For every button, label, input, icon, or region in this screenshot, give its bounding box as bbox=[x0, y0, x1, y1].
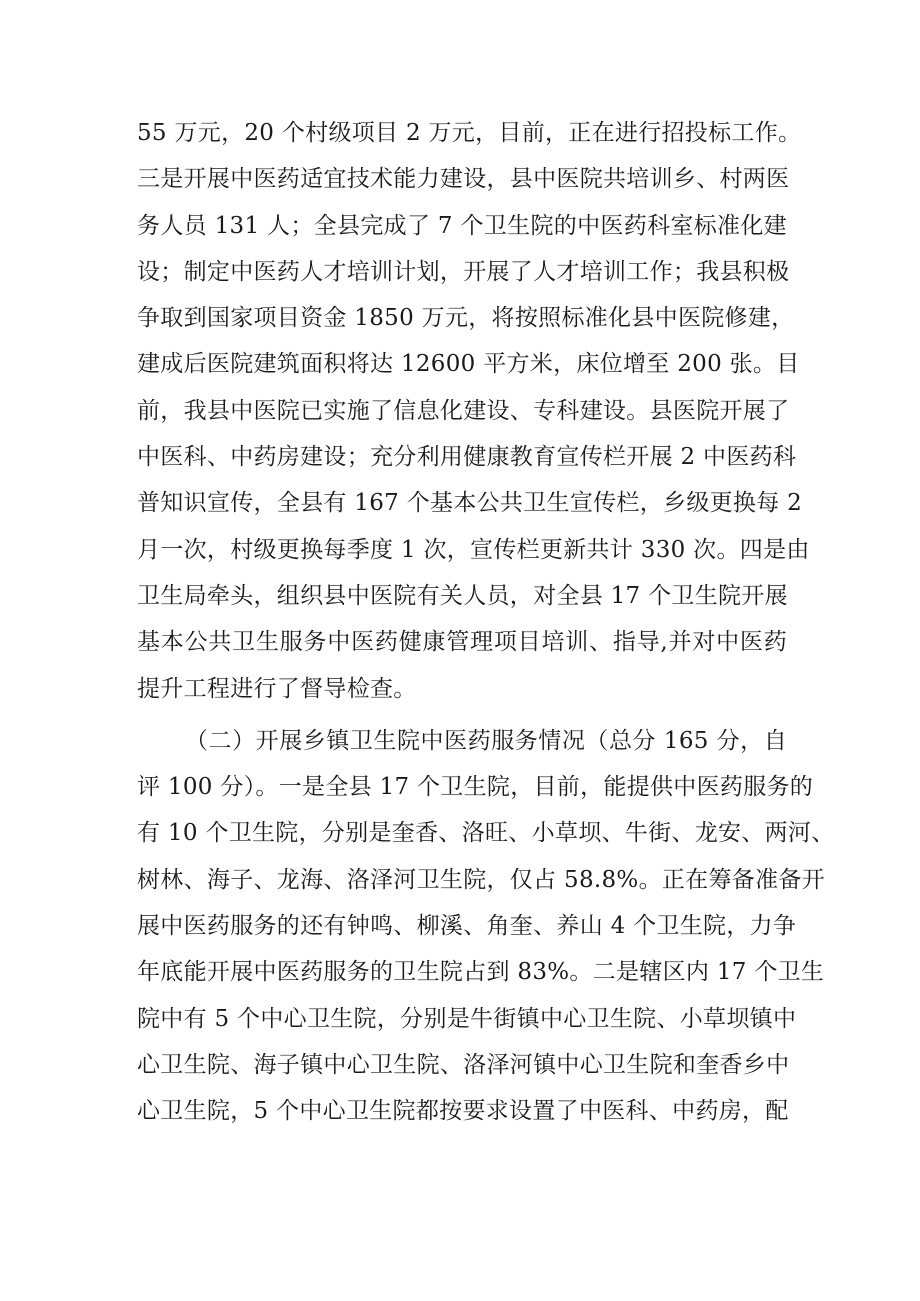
text-line: 卫生局牵头，组织县中医院有关人员，对全县 17 个卫生院开展 bbox=[137, 582, 788, 609]
text-line: 有 10 个卫生院，分别是奎香、洛旺、小草坝、牛街、龙安、两河、 bbox=[137, 820, 835, 847]
text-line: 树林、海子、龙海、洛泽河卫生院，仅占 58.8%。正在筹备准备开 bbox=[137, 866, 825, 893]
text-line: 三是开展中医药适宜技术能力建设，县中医院共培训乡、村两医 bbox=[137, 166, 790, 193]
text-line: 年底能开展中医药服务的卫生院占到 83%。二是辖区内 17 个卫生 bbox=[137, 959, 825, 986]
paragraph-2 bbox=[137, 718, 835, 1135]
text-line: 务人员 131 人；全县完成了 7 个卫生院的中医药科室标准化建 bbox=[137, 212, 787, 239]
text-line: 普知识宣传，全县有 167 个基本公共卫生宣传栏，乡级更换每 2 bbox=[137, 490, 803, 517]
text-line: 评 100 分）。一是全县 17 个卫生院，目前，能提供中医药服务的 bbox=[137, 774, 814, 801]
paragraph-1 bbox=[137, 110, 810, 712]
text-line: 院中有 5 个中心卫生院，分别是牛街镇中心卫生院、小草坝镇中 bbox=[137, 1005, 797, 1032]
text-line: 前，我县中医院已实施了信息化建设、专科建设。县医院开展了 bbox=[137, 397, 790, 424]
text-line: 心卫生院，5 个中心卫生院都按要求设置了中医科、中药房，配 bbox=[137, 1098, 789, 1125]
text-line: 中医科、中药房建设；充分利用健康教育宣传栏开展 2 中医药科 bbox=[137, 444, 797, 471]
text-line: 基本公共卫生服务中医药健康管理项目培训、指导,并对中医药 bbox=[137, 629, 787, 656]
text-line: 展中医药服务的还有钟鸣、柳溪、角奎、养山 4 个卫生院，力争 bbox=[137, 913, 797, 940]
text-line: 55 万元，20 个村级项目 2 万元，目前，正在进行招投标工作。 bbox=[137, 120, 802, 146]
text-line: （二）开展乡镇卫生院中医药服务情况（总分 165 分，自 bbox=[185, 727, 787, 754]
text-line: 提升工程进行了督导检查。 bbox=[137, 675, 417, 702]
text-line: 建成后医院建筑面积将达 12600 平方米，床位增至 200 张。目 bbox=[137, 351, 800, 378]
text-line: 月一次，村级更换每季度 1 次，宣传栏更新共计 330 次。四是由 bbox=[137, 536, 810, 563]
document-body bbox=[137, 110, 835, 1135]
text-line: 争取到国家项目资金 1850 万元，将按照标准化县中医院修建， bbox=[137, 305, 795, 332]
text-line: 心卫生院、海子镇中心卫生院、洛泽河镇中心卫生院和奎香乡中 bbox=[137, 1051, 790, 1078]
text-line: 设；制定中医药人才培训计划，开展了人才培训工作；我县积极 bbox=[137, 258, 790, 285]
